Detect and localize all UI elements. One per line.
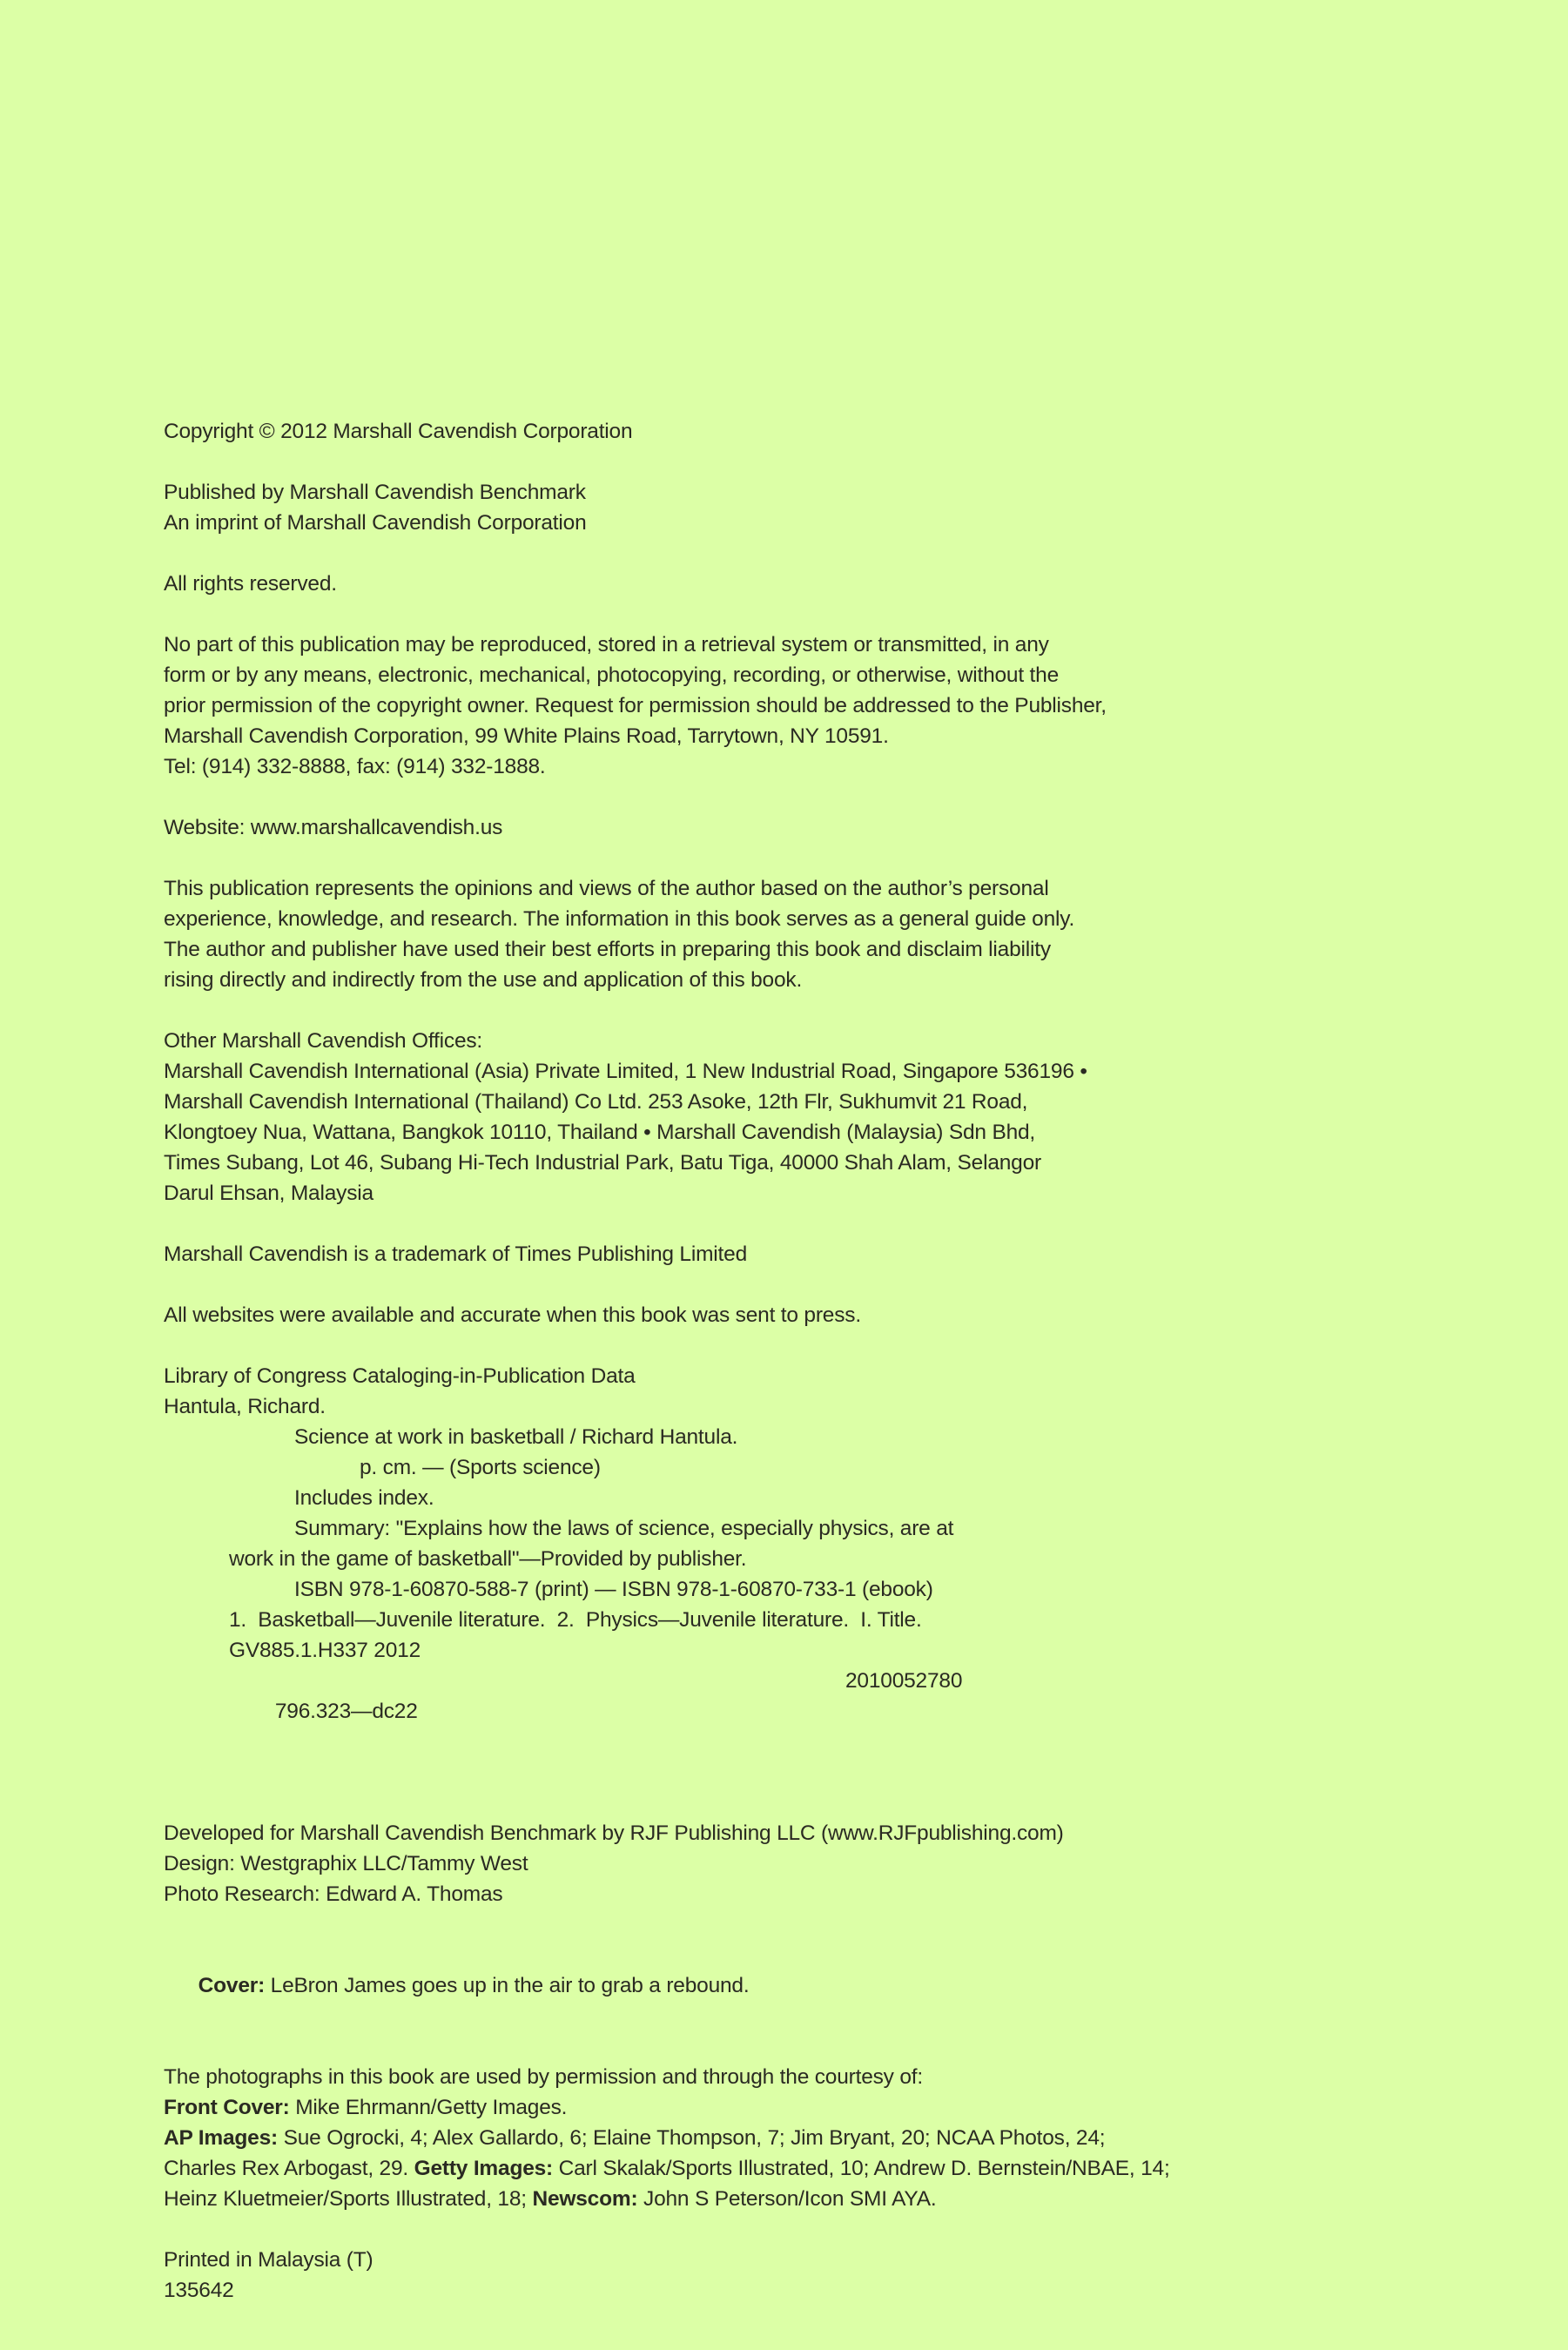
cataloging-author: Hantula, Richard.	[164, 1395, 326, 1418]
cataloging-heading: Library of Congress Cataloging-in-Publication Data	[164, 1364, 636, 1388]
website-line: Website: www.marshallcavendish.us	[164, 816, 503, 839]
cataloging-subjects: 1. Basketball—Juvenile literature. 2. Physics—Juvenile literature. I. Title.	[229, 1608, 922, 1632]
paragraph-line: No part of this publication may be reproduced, stored in a retrieval system or transmitted, in any	[164, 633, 1049, 657]
cover-label: Cover:	[198, 1974, 266, 1997]
reproduction-paragraph	[164, 630, 1426, 782]
disclaimer-paragraph	[164, 873, 1426, 995]
paragraph-line: prior permission of the copyright owner. Request for permission should be addressed to the Publisher,	[164, 694, 1107, 717]
trademark-line: Marshall Cavendish is a trademark of Times Publishing Limited	[164, 1242, 748, 1266]
ap-images-label: AP Images:	[164, 2126, 278, 2150]
copyright-line: Copyright © 2012 Marshall Cavendish Corporation	[164, 420, 633, 443]
cataloging-lccn: 2010052780	[845, 1669, 963, 1693]
paragraph-line: Times Subang, Lot 46, Subang Hi-Tech Industrial Park, Batu Tiga, 40000 Shah Alam, Selangor	[164, 1151, 1041, 1175]
paragraph-line: Klongtoey Nua, Wattana, Bangkok 10110, Thailand • Marshall Cavendish (Malaysia) Sdn Bhd,	[164, 1121, 1036, 1144]
newscom-text: John S Peterson/Icon SMI AYA.	[637, 2187, 937, 2211]
getty-images-text: Carl Skalak/Sports Illustrated, 10; Andrew D. Bernstein/NBAE, 14;	[553, 2157, 1170, 2180]
printed-line: Printed in Malaysia (T)	[164, 2248, 373, 2272]
cataloging-lcc: GV885.1.H337 2012	[229, 1639, 421, 1662]
cover-text: LeBron James goes up in the air to grab a rebound.	[265, 1974, 750, 1997]
rights-line: All rights reserved.	[164, 572, 337, 596]
paragraph-line: This publication represents the opinions and views of the author based on the author’s personal	[164, 877, 1049, 900]
cataloging-isbn: ISBN 978-1-60870-588-7 (print) — ISBN 978-1-60870-733-1 (ebook)	[294, 1578, 933, 1601]
front-cover-label: Front Cover:	[164, 2096, 290, 2119]
paragraph-line: The author and publisher have used their best efforts in preparing this book and disclaim liability	[164, 938, 1051, 961]
websites-note-line: All websites were available and accurate when this book was sent to press.	[164, 1303, 861, 1327]
getty-images-text-cont: Heinz Kluetmeier/Sports Illustrated, 18;	[164, 2187, 533, 2211]
credit-line: Developed for Marshall Cavendish Benchmark by RJF Publishing LLC (www.RJFpublishing.com)	[164, 1821, 1064, 1845]
paragraph-line: Marshall Cavendish International (Thailand) Co Ltd. 253 Asoke, 12th Flr, Sukhumvit 21 Road,	[164, 1090, 1028, 1114]
credit-line: Photo Research: Edward A. Thomas	[164, 1882, 503, 1906]
paragraph-line: Tel: (914) 332-8888, fax: (914) 332-1888.	[164, 755, 546, 778]
cataloging-ddc-row	[164, 1666, 1426, 1788]
paragraph-line: Marshall Cavendish International (Asia) Private Limited, 1 New Industrial Road, Singapore 536196 •	[164, 1060, 1087, 1083]
offices-paragraph	[164, 1026, 1426, 1209]
paragraph-line: rising directly and indirectly from the use and application of this book.	[164, 968, 803, 992]
paragraph-line: Marshall Cavendish Corporation, 99 White Plains Road, Tarrytown, NY 10591.	[164, 724, 889, 748]
cataloging-summary-cont: work in the game of basketball"—Provided by publisher.	[229, 1547, 747, 1571]
print-code: 135642	[164, 2279, 234, 2302]
photo-credits-intro: The photographs in this book are used by permission and through the courtesy of:	[164, 2065, 923, 2089]
paragraph-line: Darul Ehsan, Malaysia	[164, 1182, 373, 1205]
copyright-content	[164, 416, 1426, 2306]
ap-images-credit	[164, 2123, 1426, 2153]
ap-images-text-cont: Charles Rex Arbogast, 29.	[164, 2157, 414, 2180]
credits-block	[164, 1818, 1426, 1909]
cataloging-pages: p. cm. — (Sports science)	[360, 1456, 601, 1479]
ap-images-text: Sue Ogrocki, 4; Alex Gallardo, 6; Elaine Thompson, 7; Jim Bryant, 20; NCAA Photos, 24;	[278, 2126, 1106, 2150]
offices-heading: Other Marshall Cavendish Offices:	[164, 1029, 483, 1053]
photo-credits-block	[164, 2062, 1426, 2214]
imprint-line: An imprint of Marshall Cavendish Corporation	[164, 511, 587, 535]
cataloging-index: Includes index.	[294, 1486, 434, 1510]
cataloging-summary: Summary: "Explains how the laws of science, especially physics, are at	[294, 1517, 954, 1540]
newscom-credit	[164, 2184, 1426, 2214]
paragraph-line: experience, knowledge, and research. The information in this book serves as a general guide only.	[164, 907, 1075, 931]
cataloging-title: Science at work in basketball / Richard Hantula.	[294, 1425, 738, 1449]
newscom-label: Newscom:	[532, 2187, 638, 2211]
getty-images-label: Getty Images:	[414, 2157, 554, 2180]
cataloging-ddc: 796.323—dc22	[274, 1700, 418, 1723]
getty-images-credit	[164, 2153, 1426, 2184]
credit-line: Design: Westgraphix LLC/Tammy West	[164, 1852, 528, 1875]
publisher-line: Published by Marshall Cavendish Benchmark	[164, 481, 586, 504]
front-cover-text: Mike Ehrmann/Getty Images.	[289, 2096, 568, 2119]
paragraph-line: form or by any means, electronic, mechanical, photocopying, recording, or otherwise, without the	[164, 663, 1060, 687]
front-cover-credit	[164, 2092, 1426, 2123]
cover-line	[164, 1940, 1426, 2031]
cataloging-block	[164, 1361, 1426, 1788]
